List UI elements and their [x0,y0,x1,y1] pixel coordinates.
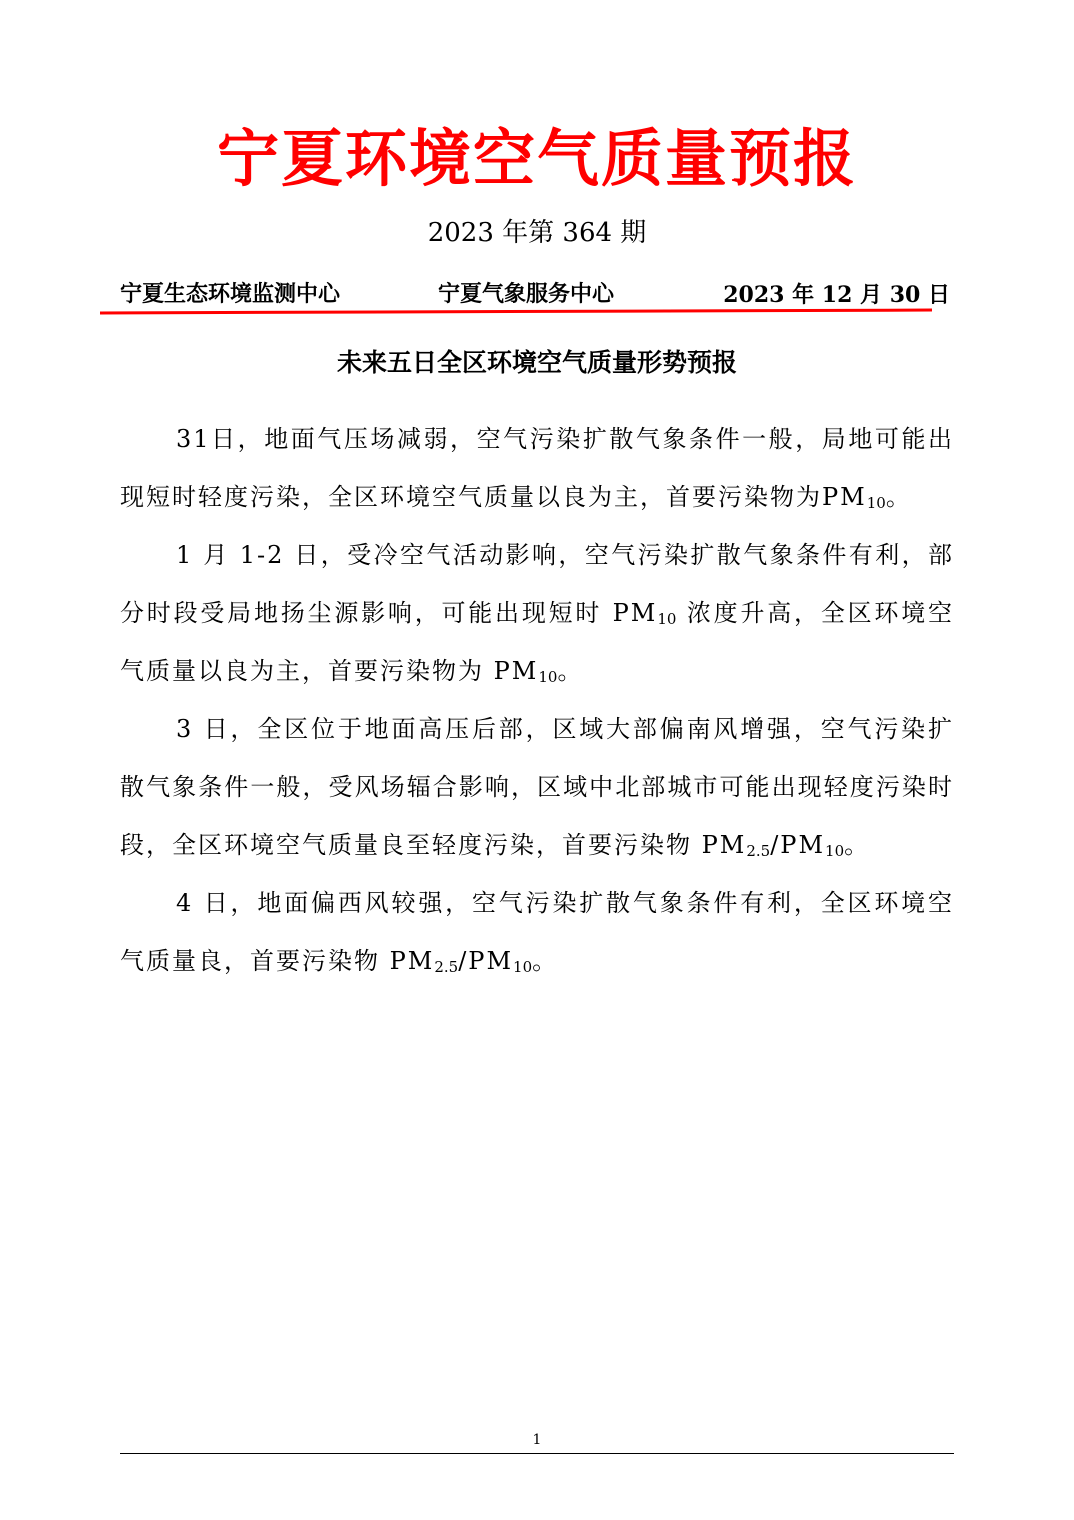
issuer-line [120,280,950,310]
footer-rule [120,1453,954,1454]
masthead-title: 宁夏环境空气质量预报 [216,122,857,195]
forecast-paragraph-4th: 4 日，地面偏西风较强，空气污染扩散气象条件有利，全区环境空气质量良，首要污染物 $PM_{2.5}/PM_{10}$。 [120,889,954,976]
issuer-monitoring-center: 宁夏生态环境监测中心 [120,282,341,307]
forecast-heading: 未来五日全区环境空气质量形势预报 [336,348,737,377]
issue-date: 2023 年 12 月 30 日 [723,282,950,308]
page-number: 1 [532,1432,542,1448]
issue-number: 2023 年第 364 期 [427,218,647,248]
forecast-paragraph-jan-1-2: 1 月 1-2 日，受冷空气活动影响，空气污染扩散气象条件有利，部分时段受局地扬尘源影响，可能出现短时 $PM_{10}$ 浓度升高，全区环境空气质量以良为主，首要污染物为 $PM_{10}$。 [120,541,954,686]
forecast-paragraph-31st: 31日，地面气压场减弱，空气污染扩散气象条件一般，局地可能出现短时轻度污染，全区环境空气质量以良为主，首要污染物为$PM_{10}$。 [120,425,954,512]
forecast-paragraph-3rd: 3 日，全区位于地面高压后部，区域大部偏南风增强，空气污染扩散气象条件一般，受风场辐合影响，区域中北部城市可能出现轻度污染时段，全区环境空气质量良至轻度污染，首要污染物 $PM_{2.5}/PM_{10}$。 [120,715,954,860]
issuer-weather-service: 宁夏气象服务中心 [438,282,615,307]
forecast-body [120,410,954,990]
